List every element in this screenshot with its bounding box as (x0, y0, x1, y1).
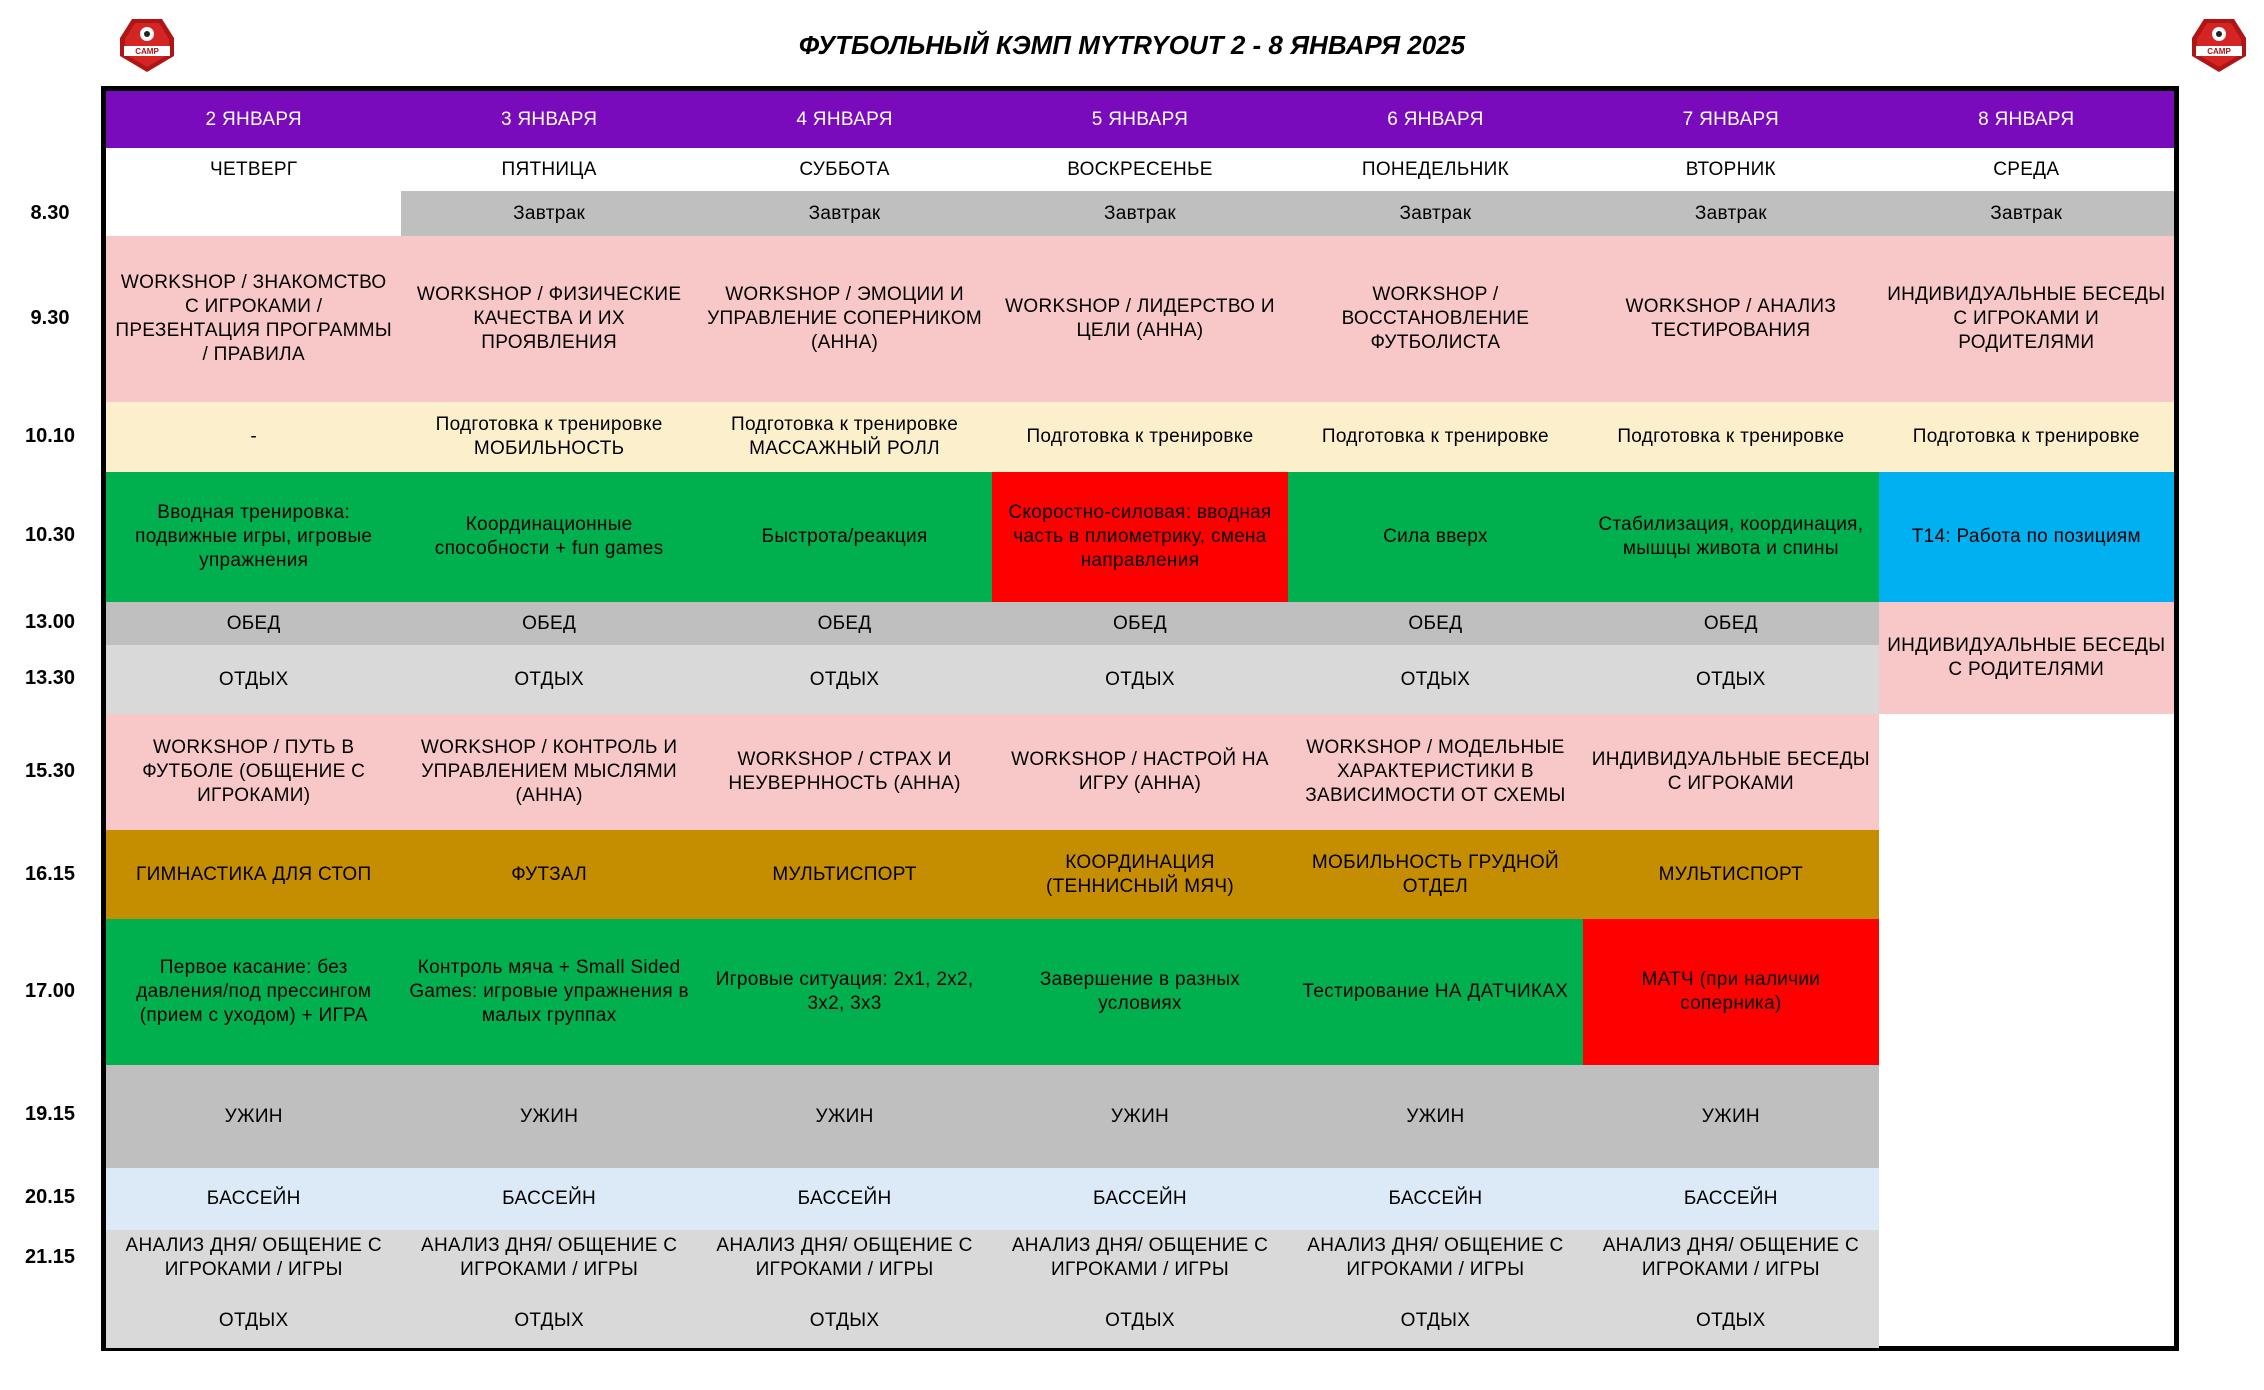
workshop-cell: WORKSHOP / КОНТРОЛЬ И УПРАВЛЕНИЕМ МЫСЛЯМИ (АННА) (401, 714, 696, 830)
lunch-cell: ОБЕД (1288, 602, 1583, 645)
training-cell: Тестирование НА ДАТЧИКАХ (1288, 919, 1583, 1065)
prep-cell: Подготовка к тренировке (1288, 402, 1583, 472)
lunch-cell: ОБЕД (697, 602, 992, 645)
workshop-cell: ИНДИВИДУАЛЬНЫЕ БЕСЕДЫ С ИГРОКАМИ (1583, 714, 1878, 830)
individual-parents-cell: ИНДИВИДУАЛЬНЫЕ БЕСЕДЫ С РОДИТЕЛЯМИ (1879, 602, 2174, 714)
pool-cell: БАССЕЙН (401, 1168, 696, 1230)
rest-cell: ОТДЫХ (1288, 645, 1583, 714)
training-cell: МАТЧ (при наличии соперника) (1583, 919, 1878, 1065)
training-cell: Игровые ситуация: 2х1, 2х2, 3х2, 3х3 (697, 919, 992, 1065)
breakfast-cell: Завтрак (1288, 191, 1583, 236)
analysis-cell: АНАЛИЗ ДНЯ/ ОБЩЕНИЕ С ИГРОКАМИ / ИГРЫ (1583, 1230, 1878, 1293)
weekday-header: СУББОТА (697, 148, 992, 191)
breakfast-cell: Завтрак (401, 191, 696, 236)
workshop-cell: WORKSHOP / ПУТЬ В ФУТБОЛЕ (ОБЩЕНИЕ С ИГРОКАМИ) (106, 714, 401, 830)
time-column (0, 0, 100, 1390)
prep-cell: Подготовка к тренировке (1583, 402, 1878, 472)
training-cell: Стабилизация, координация, мышцы живота и спины (1583, 472, 1878, 602)
training-cell: Быстрота/реакция (697, 472, 992, 602)
svg-text:CAMP: CAMP (2207, 47, 2231, 56)
breakfast-cell: Завтрак (1583, 191, 1878, 236)
prep-cell: Подготовка к тренировке МАССАЖНЫЙ РОЛЛ (697, 402, 992, 472)
workshop-cell: WORKSHOP / НАСТРОЙ НА ИГРУ (АННА) (992, 714, 1287, 830)
rest-cell: ОТДЫХ (1583, 645, 1878, 714)
dinner-cell: УЖИН (697, 1065, 992, 1168)
sport-cell: МУЛЬТИСПОРТ (697, 830, 992, 919)
pool-cell: БАССЕЙН (1288, 1168, 1583, 1230)
training-cell: Т14: Работа по позициям (1879, 472, 2174, 602)
svg-text:CAMP: CAMP (135, 47, 159, 56)
training-cell: Сила вверх (1288, 472, 1583, 602)
dinner-cell: УЖИН (1583, 1065, 1878, 1168)
workshop-cell: WORKSHOP / ФИЗИЧЕСКИЕ КАЧЕСТВА И ИХ ПРОЯВЛЕНИЯ (401, 236, 696, 402)
time-label: 15.30 (24, 760, 76, 782)
workshop-cell: WORKSHOP / ЗНАКОМСТВО С ИГРОКАМИ / ПРЕЗЕНТАЦИЯ ПРОГРАММЫ / ПРАВИЛА (106, 236, 401, 402)
date-header: 6 ЯНВАРЯ (1288, 91, 1583, 148)
training-cell: Координационные способности + fun games (401, 472, 696, 602)
rest-cell: ОТДЫХ (106, 1293, 401, 1348)
weekday-header: ЧЕТВЕРГ (106, 148, 401, 191)
breakfast-cell: Завтрак (697, 191, 992, 236)
training-cell: Вводная тренировка: подвижные игры, игровые упражнения (106, 472, 401, 602)
lunch-cell: ОБЕД (401, 602, 696, 645)
dinner-cell: УЖИН (992, 1065, 1287, 1168)
weekday-header: СРЕДА (1879, 148, 2174, 191)
date-header: 3 ЯНВАРЯ (401, 91, 696, 148)
sport-cell: МУЛЬТИСПОРТ (1583, 830, 1878, 919)
weekday-header: ПОНЕДЕЛЬНИК (1288, 148, 1583, 191)
time-label: 13.30 (24, 667, 76, 689)
weekday-header: ПЯТНИЦА (401, 148, 696, 191)
time-label: 20.15 (24, 1186, 76, 1208)
workshop-cell: WORKSHOP / ЭМОЦИИ И УПРАВЛЕНИЕ СОПЕРНИКОМ (АННА) (697, 236, 992, 402)
training-cell: Первое касание: без давления/под прессингом (прием с уходом) + ИГРА (106, 919, 401, 1065)
sport-cell: КООРДИНАЦИЯ (ТЕННИСНЫЙ МЯЧ) (992, 830, 1287, 919)
analysis-cell: АНАЛИЗ ДНЯ/ ОБЩЕНИЕ С ИГРОКАМИ / ИГРЫ (992, 1230, 1287, 1293)
schedule-table (101, 86, 2179, 1351)
date-header: 2 ЯНВАРЯ (106, 91, 401, 148)
workshop-cell: ИНДИВИДУАЛЬНЫЕ БЕСЕДЫ С ИГРОКАМИ И РОДИТЕЛЯМИ (1879, 236, 2174, 402)
training-cell: Завершение в разных условиях (992, 919, 1287, 1065)
time-label: 8.30 (30, 202, 70, 224)
time-label: 19.15 (24, 1103, 76, 1125)
time-label: 21.15 (24, 1246, 76, 1268)
breakfast-cell: Завтрак (992, 191, 1287, 236)
page-title: ФУТБОЛЬНЫЙ КЭМП MYTRYOUT 2 - 8 ЯНВАРЯ 2025 (798, 30, 1466, 60)
prep-cell: Подготовка к тренировке (992, 402, 1287, 472)
pool-cell: БАССЕЙН (992, 1168, 1287, 1230)
lunch-cell: ОБЕД (106, 602, 401, 645)
sport-cell: ФУТЗАЛ (401, 830, 696, 919)
prep-cell: Подготовка к тренировке МОБИЛЬНОСТЬ (401, 402, 696, 472)
rest-cell: ОТДЫХ (1288, 1293, 1583, 1348)
analysis-cell: АНАЛИЗ ДНЯ/ ОБЩЕНИЕ С ИГРОКАМИ / ИГРЫ (401, 1230, 696, 1293)
rest-cell: ОТДЫХ (992, 645, 1287, 714)
time-label: 17.00 (24, 980, 76, 1002)
time-label: 13.00 (24, 611, 76, 633)
training-cell: Контроль мяча + Small Sided Games: игровые упражнения в малых группах (401, 919, 696, 1065)
rest-cell: ОТДЫХ (1583, 1293, 1878, 1348)
rest-cell: ОТДЫХ (697, 1293, 992, 1348)
date-header: 7 ЯНВАРЯ (1583, 91, 1878, 148)
dinner-cell: УЖИН (401, 1065, 696, 1168)
rest-cell: ОТДЫХ (992, 1293, 1287, 1348)
date-header: 8 ЯНВАРЯ (1879, 91, 2174, 148)
rest-cell: ОТДЫХ (697, 645, 992, 714)
empty-cell (106, 191, 401, 236)
time-label: 10.30 (24, 524, 76, 546)
time-label: 9.30 (30, 307, 70, 329)
lunch-cell: ОБЕД (1583, 602, 1878, 645)
workshop-cell: WORKSHOP / МОДЕЛЬНЫЕ ХАРАКТЕРИСТИКИ В ЗАВИСИМОСТИ ОТ СХЕМЫ (1288, 714, 1583, 830)
time-label: 16.15 (24, 863, 76, 885)
dinner-cell: УЖИН (1288, 1065, 1583, 1168)
time-label: 10.10 (24, 425, 76, 447)
analysis-cell: АНАЛИЗ ДНЯ/ ОБЩЕНИЕ С ИГРОКАМИ / ИГРЫ (106, 1230, 401, 1293)
workshop-cell: WORKSHOP / ВОССТАНОВЛЕНИЕ ФУТБОЛИСТА (1288, 236, 1583, 402)
pool-cell: БАССЕЙН (1583, 1168, 1878, 1230)
rest-cell: ОТДЫХ (401, 645, 696, 714)
lunch-cell: ОБЕД (992, 602, 1287, 645)
prep-cell: - (106, 402, 401, 472)
sport-cell: МОБИЛЬНОСТЬ ГРУДНОЙ ОТДЕЛ (1288, 830, 1583, 919)
rest-cell: ОТДЫХ (401, 1293, 696, 1348)
analysis-cell: АНАЛИЗ ДНЯ/ ОБЩЕНИЕ С ИГРОКАМИ / ИГРЫ (1288, 1230, 1583, 1293)
dinner-cell: УЖИН (106, 1065, 401, 1168)
pool-cell: БАССЕЙН (106, 1168, 401, 1230)
workshop-cell: WORKSHOP / АНАЛИЗ ТЕСТИРОВАНИЯ (1583, 236, 1878, 402)
pool-cell: БАССЕЙН (697, 1168, 992, 1230)
sport-cell: ГИМНАСТИКА ДЛЯ СТОП (106, 830, 401, 919)
rest-cell: ОТДЫХ (106, 645, 401, 714)
workshop-cell: WORKSHOP / ЛИДЕРСТВО И ЦЕЛИ (АННА) (992, 236, 1287, 402)
prep-cell: Подготовка к тренировке (1879, 402, 2174, 472)
weekday-header: ВОСКРЕСЕНЬЕ (992, 148, 1287, 191)
breakfast-cell: Завтрак (1879, 191, 2174, 236)
weekday-header: ВТОРНИК (1583, 148, 1878, 191)
workshop-cell: WORKSHOP / СТРАХ И НЕУВЕРННОСТЬ (АННА) (697, 714, 992, 830)
analysis-cell: АНАЛИЗ ДНЯ/ ОБЩЕНИЕ С ИГРОКАМИ / ИГРЫ (697, 1230, 992, 1293)
training-cell: Скоростно-силовая: вводная часть в плиометрику, смена направления (992, 472, 1287, 602)
date-header: 4 ЯНВАРЯ (697, 91, 992, 148)
date-header: 5 ЯНВАРЯ (992, 91, 1287, 148)
